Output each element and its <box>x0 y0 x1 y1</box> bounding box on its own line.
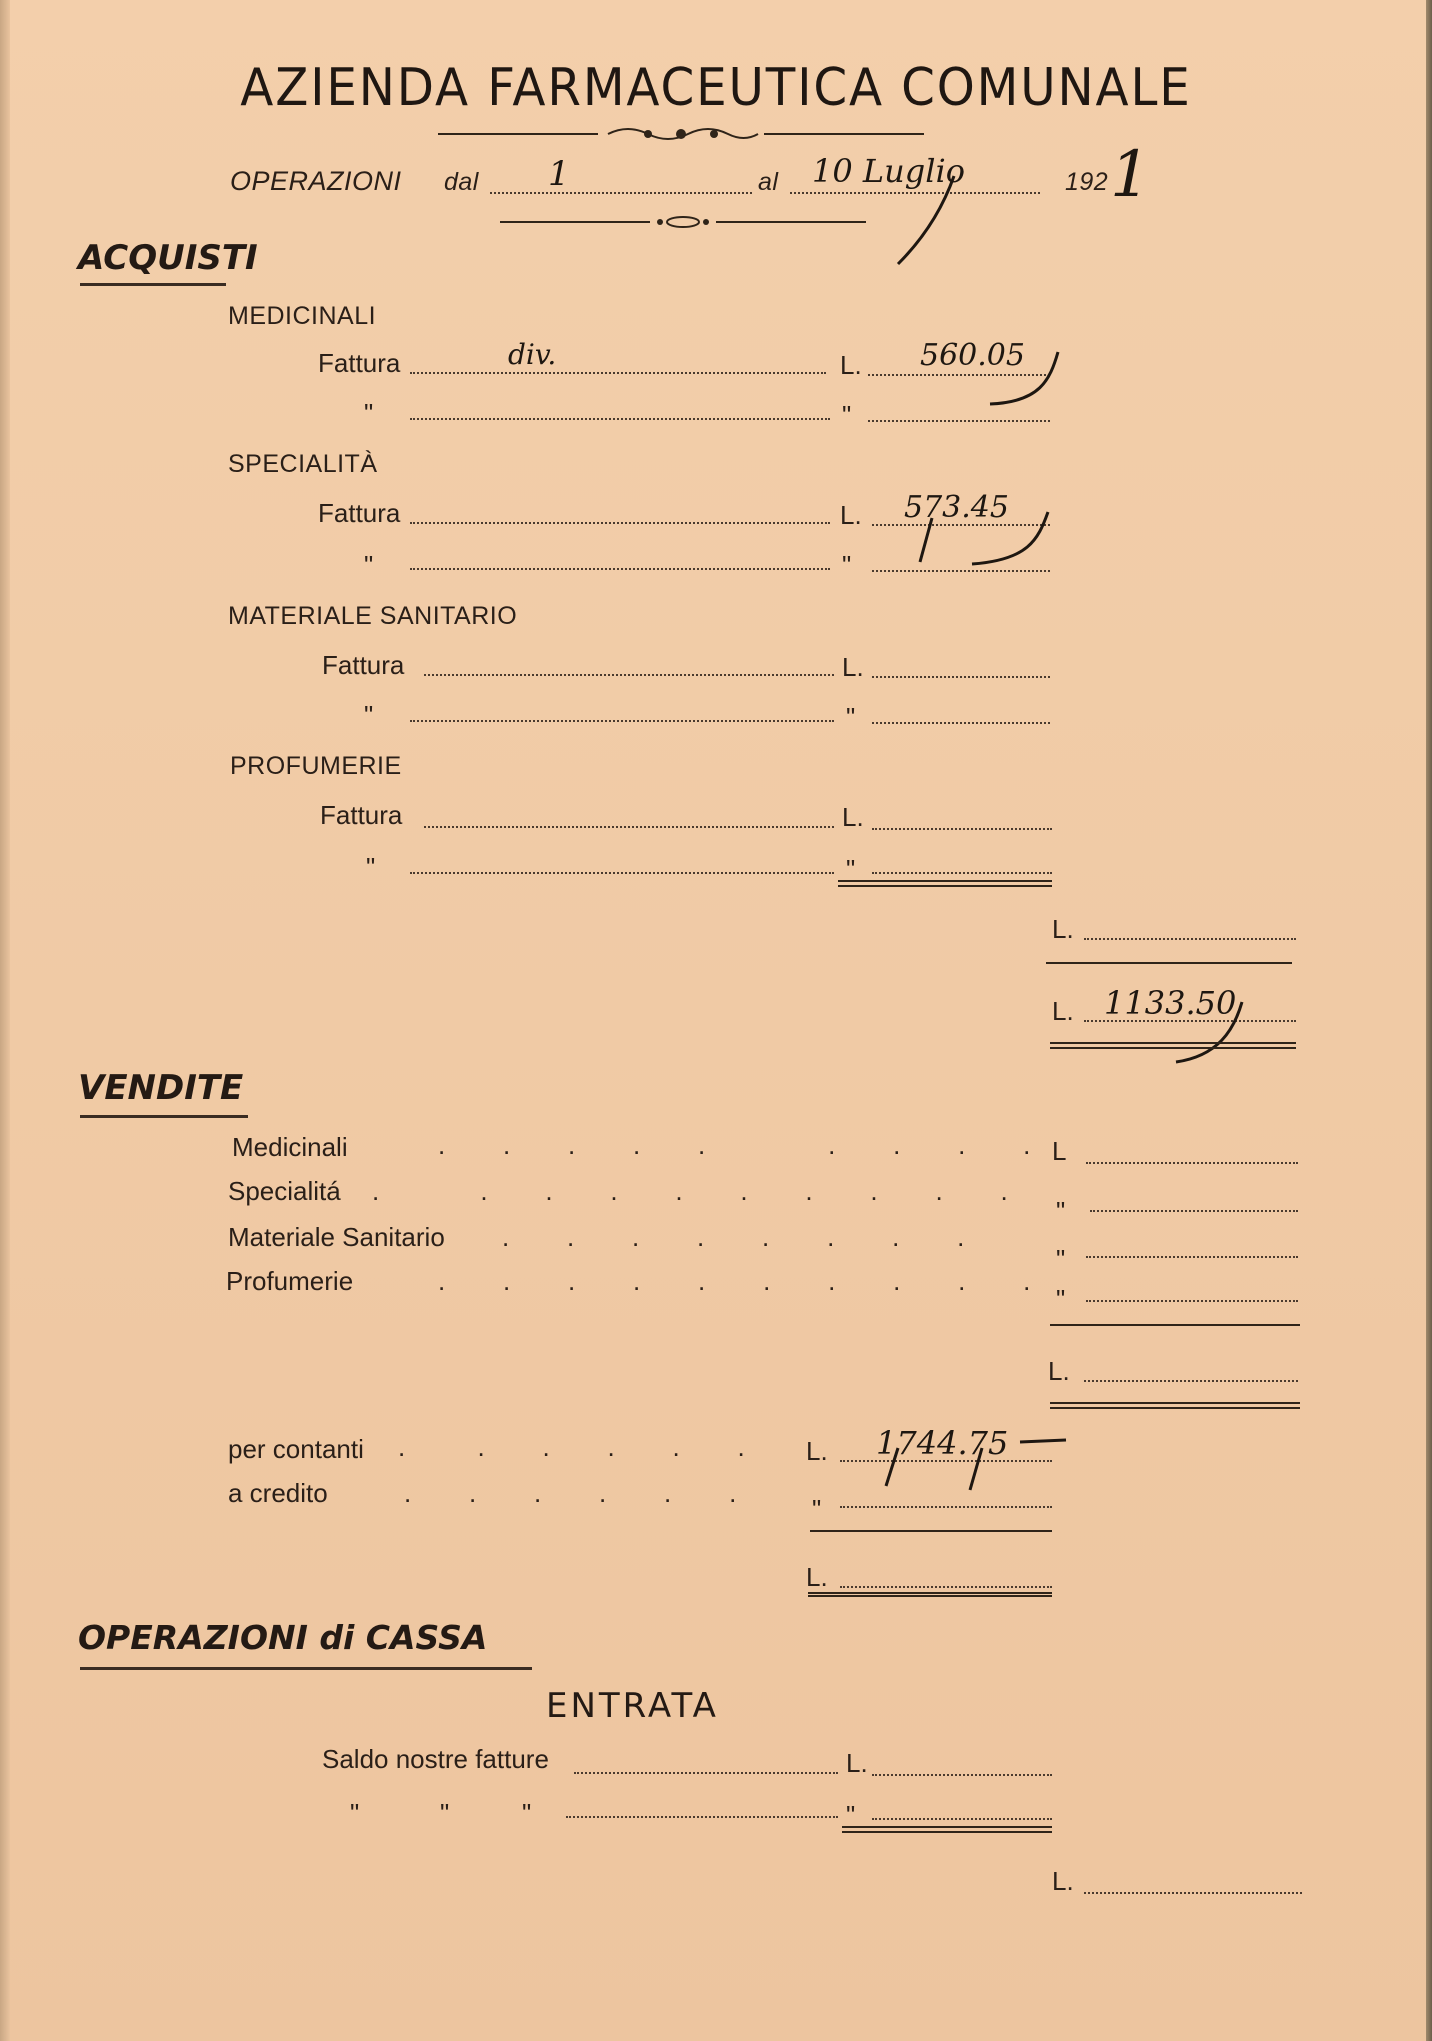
per-contanti-label: per contanti <box>228 1434 364 1464</box>
vendite-sum-field <box>840 1586 1052 1588</box>
handwritten-stroke <box>892 170 972 270</box>
vendite-specialita-leader: . . . . . . . . . . <box>372 1176 1008 1206</box>
materiale-fattura-label: Fattura <box>322 650 405 680</box>
saldo-ditto-4: " <box>846 1800 856 1830</box>
vendite-materiale-leader: . . . . . . . . <box>502 1222 965 1252</box>
materiale-ditto-amount-field <box>872 722 1050 724</box>
saldo-ditto-2: " <box>440 1798 450 1828</box>
vendite-medicinali-label: Medicinali <box>232 1132 348 1162</box>
vendite-total-double-rule <box>1050 1402 1300 1409</box>
acquisti-subtotal-rule <box>1046 962 1292 964</box>
vendite-profumerie-currency: " <box>1056 1284 1066 1314</box>
vendite-total-currency: L. <box>1048 1356 1070 1386</box>
profumerie-ditto-2: " <box>846 854 856 884</box>
vendite-profumerie-label: Profumerie <box>226 1266 354 1296</box>
vendite-underline <box>80 1112 248 1118</box>
year-handwritten-digit: 1 <box>1110 138 1151 212</box>
acquisti-total-flourish <box>1170 1000 1250 1066</box>
materiale-amount-field <box>872 676 1050 678</box>
year-prefix: 192 <box>1065 168 1109 196</box>
entrata-heading: ENTRATA <box>546 1686 719 1726</box>
per-contanti-leader: . . . . . . <box>398 1432 745 1462</box>
medicinali-fattura-label: Fattura <box>318 348 401 378</box>
operazioni-label: OPERAZIONI <box>230 166 402 196</box>
vendite-sum-currency: L. <box>806 1562 828 1592</box>
cassa-heading: OPERAZIONI di CASSA <box>78 1618 488 1657</box>
entrata-total-field <box>1084 1892 1302 1894</box>
a-credito-currency: " <box>812 1494 822 1524</box>
acquisti-group-double-rule <box>838 880 1052 887</box>
al-handwritten-value: 10 Luglio <box>812 152 965 190</box>
acquisti-profumerie-label: PROFUMERIE <box>230 752 402 780</box>
per-contanti-flourish <box>870 1436 1070 1496</box>
medicinali-fattura-note: div. <box>508 338 557 371</box>
acquisti-total: 1133.50 <box>1104 984 1237 1022</box>
medicinali-ditto-1: " <box>364 398 374 428</box>
vendite-medicinali-leader: . . . . . . . . . <box>438 1130 1031 1160</box>
a-credito-leader: . . . . . . <box>404 1478 737 1508</box>
medicinali-ditto-amount-field <box>868 420 1050 422</box>
vendite-heading: VENDITE <box>78 1068 244 1108</box>
acquisti-subtotal-field <box>1084 938 1296 940</box>
vendite-materiale-label: Materiale Sanitario <box>228 1222 445 1252</box>
profumerie-fattura-field <box>424 826 834 828</box>
vendite-total-field <box>1084 1380 1298 1382</box>
vendite-profumerie-field <box>1086 1300 1298 1302</box>
vendite-specialita-currency: " <box>1056 1196 1066 1226</box>
dal-dotted-field <box>490 192 752 194</box>
specialita-ditto-amount-field <box>872 570 1050 572</box>
acquisti-medicinali-label: MEDICINALI <box>228 302 377 330</box>
acquisti-subtotal-currency: L. <box>1052 914 1074 944</box>
medicinali-amount-flourish <box>980 350 1060 410</box>
saldo-ditto-field <box>566 1816 838 1818</box>
acquisti-total-double-rule <box>1050 1042 1296 1049</box>
dal-label: dal <box>444 168 479 196</box>
acquisti-heading: ACQUISTI <box>78 238 258 278</box>
profumerie-ditto-field <box>410 872 834 874</box>
profumerie-ditto-amount-field <box>872 872 1052 874</box>
a-credito-label: a credito <box>228 1478 328 1508</box>
specialita-amount: 573.45 <box>904 490 1009 525</box>
header-divider <box>500 212 866 232</box>
vendite-profumerie-leader: . . . . . . . . . . <box>438 1266 1031 1296</box>
specialita-currency: L. <box>840 500 862 530</box>
per-contanti-currency: L. <box>806 1436 828 1466</box>
vendite-specialita-field <box>1090 1210 1298 1212</box>
dal-handwritten-value: 1 <box>548 154 570 194</box>
saldo-ditto-3: " <box>522 1798 532 1828</box>
entrata-total-currency: L. <box>1052 1866 1074 1896</box>
specialita-amount-flourish <box>910 508 1060 570</box>
specialita-ditto-2: " <box>842 550 852 580</box>
materiale-ditto-1: " <box>364 700 374 730</box>
per-contanti-amount: 1744.75 <box>876 1424 1009 1462</box>
entrata-double-rule <box>842 1826 1052 1833</box>
acquisti-total-currency: L. <box>1052 996 1074 1026</box>
saldo-label: Saldo nostre fatture <box>322 1744 549 1774</box>
vendite-medicinali-field <box>1086 1162 1298 1164</box>
cassa-underline <box>80 1664 532 1670</box>
vendite-specialita-label: Specialitá <box>228 1176 341 1206</box>
acquisti-underline <box>80 280 226 286</box>
vendite-cash-rule <box>810 1530 1052 1532</box>
vendite-sum-double-rule <box>808 1592 1052 1597</box>
vendite-items-rule <box>1050 1324 1300 1326</box>
profumerie-amount-field <box>872 828 1052 830</box>
saldo-currency: L. <box>846 1748 868 1778</box>
materiale-ditto-field <box>410 720 834 722</box>
saldo-amount-field <box>872 1774 1052 1776</box>
acquisti-specialita-label: SPECIALITÀ <box>228 450 378 478</box>
vendite-medicinali-currency: L <box>1052 1136 1067 1166</box>
medicinali-currency: L. <box>840 350 862 380</box>
materiale-currency: L. <box>842 652 864 682</box>
materiale-fattura-field <box>424 674 834 676</box>
paper-right-edge <box>1426 0 1432 2041</box>
saldo-ditto-1: " <box>350 1798 360 1828</box>
profumerie-fattura-label: Fattura <box>320 800 403 830</box>
vendite-materiale-field <box>1086 1256 1298 1258</box>
profumerie-currency: L. <box>842 802 864 832</box>
title-ornament <box>438 122 924 146</box>
vendite-materiale-currency: " <box>1056 1244 1066 1274</box>
specialita-fattura-field <box>410 522 830 524</box>
al-label: al <box>758 168 779 196</box>
a-credito-field <box>840 1506 1052 1508</box>
form-title: AZIENDA FARMACEUTICA COMUNALE <box>240 58 1192 118</box>
saldo-ditto-amount-field <box>872 1818 1052 1820</box>
medicinali-amount: 560.05 <box>920 338 1025 373</box>
medicinali-ditto-2: " <box>842 400 852 430</box>
specialita-fattura-label: Fattura <box>318 498 401 528</box>
materiale-ditto-2: " <box>846 702 856 732</box>
specialita-ditto-field <box>410 568 830 570</box>
acquisti-materiale-sanitario-label: MATERIALE SANITARIO <box>228 602 518 630</box>
medicinali-fattura-field <box>410 372 826 374</box>
paper-left-edge <box>0 0 10 2041</box>
profumerie-ditto-1: " <box>366 852 376 882</box>
specialita-ditto-1: " <box>364 550 374 580</box>
medicinali-ditto-field <box>410 418 830 420</box>
saldo-field <box>574 1772 838 1774</box>
